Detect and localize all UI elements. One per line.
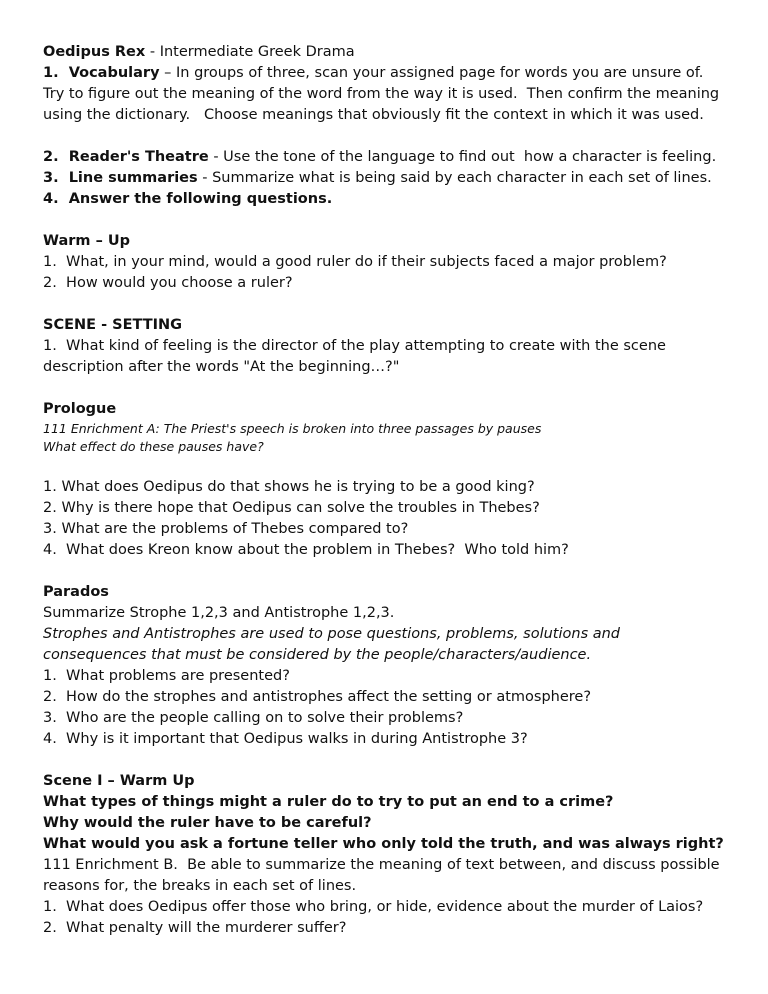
question-line — [43, 729, 725, 750]
text-run: 4. What does Kreon know about the problem in Thebes? Who told him? — [43, 542, 569, 558]
text-run: What would you ask a fortune teller who only told the truth, and was always right? — [43, 836, 724, 852]
text-run: 1. Vocabulary — [43, 65, 160, 81]
text-run: Warm – Up — [43, 233, 131, 249]
warm-up-question — [43, 813, 725, 834]
text-run: 2. Reader's Theatre — [43, 149, 209, 165]
text-run: 4. Why is it important that Oedipus walks in during Antistrophe 3? — [43, 731, 528, 747]
instruction-item-2 — [43, 147, 725, 168]
section-heading-warm-up — [43, 231, 725, 252]
text-run: 2. How would you choose a ruler? — [43, 275, 293, 291]
question-line — [43, 540, 725, 561]
question-line — [43, 336, 725, 378]
text-run: 1. What problems are presented? — [43, 668, 290, 684]
question-line — [43, 519, 725, 540]
text-run: 2. What penalty will the murderer suffer? — [43, 920, 347, 936]
question-line — [43, 252, 725, 273]
instruction-item-4 — [43, 189, 725, 210]
body-text — [43, 855, 725, 897]
text-run: - Intermediate Greek Drama — [145, 44, 355, 60]
question-line — [43, 273, 725, 294]
text-run: 111 Enrichment A: The Priest's speech is broken into three passages by pauses — [43, 421, 542, 436]
text-run: 3. Line summaries — [43, 170, 198, 186]
note-text — [43, 624, 725, 666]
question-line — [43, 708, 725, 729]
text-run: - Summarize what is being said by each character in each set of lines. — [197, 170, 712, 186]
blank-line — [43, 126, 725, 147]
document-title — [43, 42, 725, 63]
text-run: 1. What, in your mind, would a good ruler do if their subjects faced a major problem? — [43, 254, 667, 270]
text-run: Oedipus Rex — [43, 44, 146, 60]
text-run: Prologue — [43, 401, 117, 417]
text-run: 1. What does Oedipus offer those who bring, or hide, evidence about the murder of Laios? — [43, 899, 704, 915]
warm-up-question — [43, 834, 725, 855]
section-heading-parados — [43, 582, 725, 603]
blank-line — [43, 210, 725, 231]
text-run: 2. How do the strophes and antistrophes affect the setting or atmosphere? — [43, 689, 592, 705]
text-run: What types of things might a ruler do to try to put an end to a crime? — [43, 794, 614, 810]
question-line — [43, 498, 725, 519]
section-heading-scene-setting — [43, 315, 725, 336]
enrichment-note-line — [43, 438, 725, 456]
body-text — [43, 603, 725, 624]
document-body — [43, 42, 725, 939]
text-run: What effect do these pauses have? — [43, 439, 264, 454]
text-run: 111 Enrichment B. Be able to summarize the meaning of text between, and discuss possible reasons for, the breaks in each set of lines. — [43, 857, 725, 894]
blank-line — [43, 294, 725, 315]
text-run: Scene I – Warm Up — [43, 773, 195, 789]
text-run: 3. Who are the people calling on to solve their problems? — [43, 710, 464, 726]
blank-line — [43, 456, 725, 477]
text-run: 3. What are the problems of Thebes compared to? — [43, 521, 409, 537]
blank-line — [43, 378, 725, 399]
question-line — [43, 687, 725, 708]
blank-line — [43, 750, 725, 771]
blank-line — [43, 561, 725, 582]
question-line — [43, 477, 725, 498]
text-run: 1. What kind of feeling is the director of the play attempting to create with the scene description after the words "At the beginning…?" — [43, 338, 671, 375]
text-run: SCENE - SETTING — [43, 317, 183, 333]
question-line — [43, 666, 725, 687]
section-heading-prologue — [43, 399, 725, 420]
text-run: Parados — [43, 584, 109, 600]
text-run: Summarize Strophe 1,2,3 and Antistrophe 1,2,3. — [43, 605, 395, 621]
text-run: Strophes and Antistrophes are used to pose questions, problems, solutions and consequences that must be considered by the people/characters/audience. — [43, 626, 625, 663]
warm-up-question — [43, 792, 725, 813]
text-run: 4. Answer the following questions. — [43, 191, 333, 207]
text-run: Why would the ruler have to be careful? — [43, 815, 372, 831]
instruction-item-1 — [43, 63, 725, 126]
enrichment-note-line — [43, 420, 725, 438]
question-line — [43, 918, 725, 939]
instruction-item-3 — [43, 168, 725, 189]
question-line — [43, 897, 725, 918]
text-run: 2. Why is there hope that Oedipus can solve the troubles in Thebes? — [43, 500, 540, 516]
text-run: - Use the tone of the language to find out how a character is feeling. — [208, 149, 717, 165]
text-run: – In groups of three, scan your assigned page for words you are unsure of. Try to figure out the meaning of the word from the way it is used. Then confirm the meaning using the dictionary. Choose meanings that obviously fit the context in which it was used. — [43, 65, 724, 123]
text-run: 1. What does Oedipus do that shows he is trying to be a good king? — [43, 479, 535, 495]
section-heading-scene-one — [43, 771, 725, 792]
